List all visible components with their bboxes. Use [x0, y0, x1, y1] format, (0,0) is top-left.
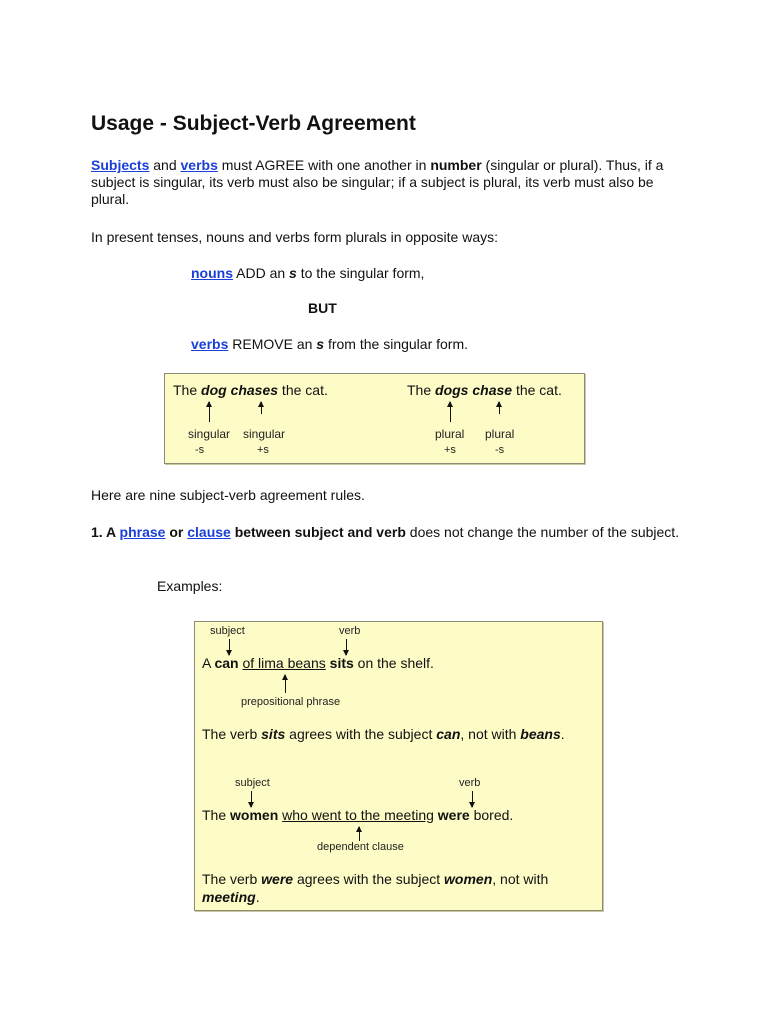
can-word: can [436, 726, 461, 742]
rest-text: the cat. [512, 382, 562, 398]
present-tense-text: In present tenses, nouns and verbs form plurals in opposite ways: [91, 229, 498, 245]
prepositional-phrase-label: prepositional phrase [241, 696, 341, 708]
dog-word: dog [201, 382, 227, 398]
verbs-text-2: from the singular form. [324, 336, 469, 352]
women-word: women [444, 871, 493, 887]
the-text: The [202, 807, 231, 823]
subject-label-2: subject [235, 777, 270, 789]
dependent-clause: who went to the meeting [282, 807, 434, 823]
arrow-up-icon [499, 402, 500, 414]
intro-paragraph [91, 157, 691, 208]
intro-text-3: (singular or plural). Thus, if a subject is singular, its verb must also be singular; if a subject is plural, its verb must also be plural. [91, 157, 664, 207]
dependent-clause-label: dependent clause [317, 841, 404, 853]
explanation-1 [202, 725, 597, 743]
nouns-text-2: to the singular form, [296, 265, 425, 281]
chase-word: chase [472, 382, 513, 398]
arrow-up-icon [209, 402, 210, 422]
subject-label-1: subject [210, 625, 245, 637]
example-sentence-1 [202, 655, 434, 671]
exp-text: , not with [460, 726, 521, 742]
can-word: can [214, 655, 239, 671]
arrow-up-icon [285, 675, 286, 693]
the-text: The [407, 382, 436, 398]
chases-word: chases [230, 382, 279, 398]
or-text: or [165, 524, 188, 540]
exp-text: , not with [492, 871, 549, 887]
arrow-up-icon [261, 402, 262, 414]
plural-label-2: plural [485, 427, 515, 441]
prepositional-phrase: of lima beans [242, 655, 326, 671]
examples-label: Examples: [157, 578, 223, 594]
verbs-link[interactable]: verbs [180, 157, 218, 173]
meeting-word: meeting [202, 889, 256, 905]
exp-text: agrees with the subject [285, 726, 437, 742]
arrow-down-icon [251, 791, 252, 807]
nouns-link[interactable]: nouns [191, 265, 233, 281]
verb-label-2: verb [459, 777, 481, 789]
singular-plural-box [164, 373, 585, 464]
were-word: were [437, 807, 470, 823]
rest-text: on the shelf. [353, 655, 434, 671]
intro-text-1: and [149, 157, 181, 173]
plus-s-label: +s [444, 444, 456, 456]
rule-1 [91, 524, 691, 541]
verbs-s: s [316, 336, 325, 352]
example-sentence-2 [202, 807, 513, 823]
plural-label-1: plural [435, 427, 465, 441]
but-text: BUT [308, 300, 337, 316]
minus-s-label: -s [195, 444, 205, 456]
clause-link[interactable]: clause [187, 524, 231, 540]
beans-word: beans [520, 726, 561, 742]
intro-text-2: must AGREE with one another in [217, 157, 431, 173]
verbs-link-2[interactable]: verbs [191, 336, 229, 352]
examples-box [194, 621, 603, 911]
minus-s-label: -s [495, 444, 505, 456]
rule-rest-text: does not change the number of the subject. [405, 524, 680, 540]
rule-bold-text: between subject and verb [230, 524, 406, 540]
rest-text: the cat. [278, 382, 328, 398]
were-word: were [261, 871, 294, 887]
plus-s-label: +s [257, 444, 269, 456]
women-word: women [230, 807, 279, 823]
arrow-down-icon [346, 639, 347, 655]
verbs-text-1: REMOVE an [228, 336, 317, 352]
phrase-link[interactable]: phrase [119, 524, 166, 540]
arrow-up-icon [359, 827, 360, 841]
sits-word: sits [261, 726, 286, 742]
rest-text: bored. [469, 807, 514, 823]
subjects-link[interactable]: Subjects [91, 157, 150, 173]
exp-text: The verb [202, 871, 262, 887]
plural-sentence [407, 382, 562, 398]
the-text: The [173, 382, 202, 398]
nouns-text-1: ADD an [233, 265, 290, 281]
nouns-line [191, 265, 768, 282]
page-title: Usage - Subject-Verb Agreement [91, 112, 416, 135]
singular-label-2: singular [243, 427, 286, 441]
rule-number: 1. A [91, 524, 120, 540]
exp-text: . [560, 726, 565, 742]
explanation-2 [202, 870, 597, 906]
singular-sentence [173, 382, 328, 398]
arrow-down-icon [229, 639, 230, 655]
arrow-down-icon [472, 791, 473, 807]
a-text: A [202, 655, 215, 671]
singular-label-1: singular [188, 427, 231, 441]
nine-rules-text: Here are nine subject-verb agreement rules. [91, 487, 365, 503]
sits-word: sits [329, 655, 354, 671]
verbs-line [191, 336, 768, 353]
nouns-s: s [289, 265, 297, 281]
exp-text: The verb [202, 726, 262, 742]
exp-text: agrees with the subject [293, 871, 445, 887]
verb-label-1: verb [339, 625, 361, 637]
number-bold: number [430, 157, 482, 173]
arrow-up-icon [450, 402, 451, 422]
exp-text: . [255, 889, 260, 905]
dogs-word: dogs [435, 382, 469, 398]
